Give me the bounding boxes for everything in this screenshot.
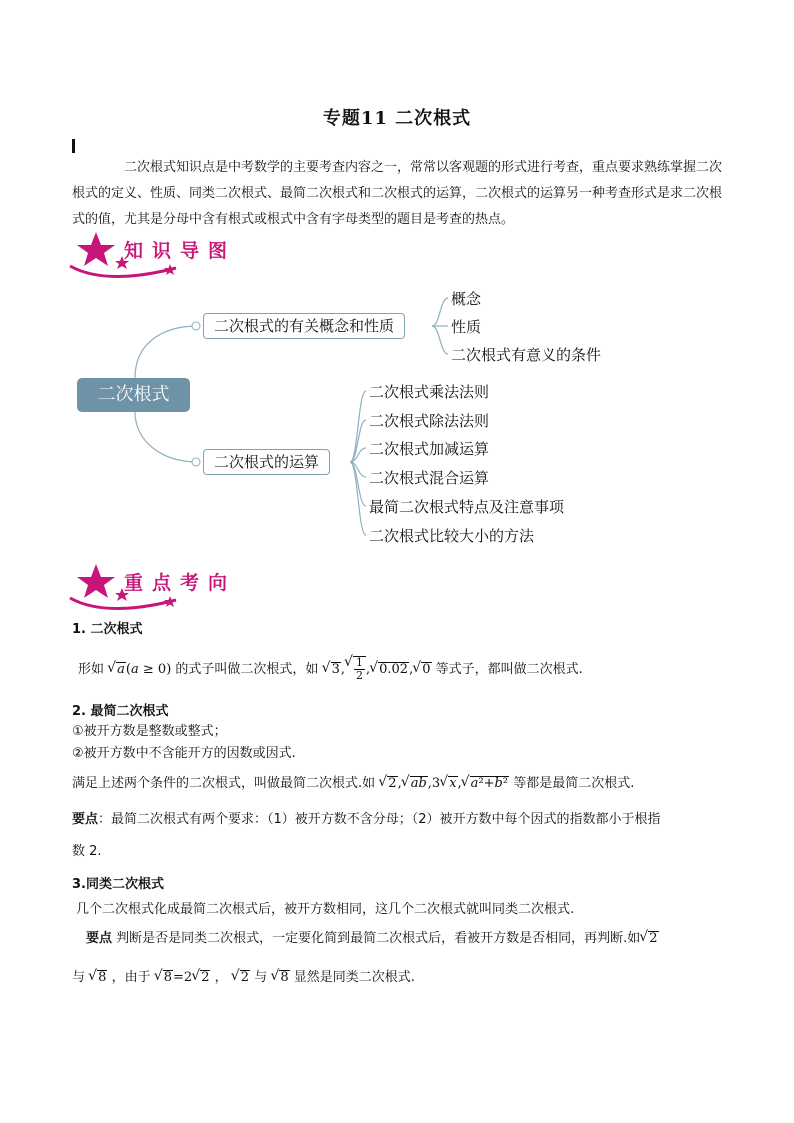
mindmap-leaf: 二次根式加减运算 [369, 440, 490, 458]
math-formula: √ a(a ≥ 0) [108, 662, 171, 677]
definition-line [78, 656, 583, 682]
text-span: 判断是否是同类二次根式，一定要化简到最简二次根式后，看被开方数是否相同，再判断.如 [112, 931, 641, 946]
mindmap-branch-operations: 二次根式的运算 [203, 449, 330, 475]
text-span: 显然是同类二次根式. [293, 970, 415, 985]
definition-line: 几个二次根式化成最简二次根式后，被开方数相同，这几个二次根式就叫同类二次根式. [76, 902, 575, 917]
mindmap-leaf: 二次根式有意义的条件 [451, 346, 602, 364]
math-formula: √ 8=2√ 2 [155, 970, 211, 985]
section-heading: 3.同类二次根式 [72, 877, 164, 892]
mindmap-root-node: 二次根式 [77, 378, 190, 412]
page-title: 专题11 二次根式 [322, 108, 472, 129]
math-formula: √ 8 [89, 970, 107, 985]
mindmap-leaf: 二次根式比较大小的方法 [369, 527, 535, 545]
note-line: 数 2. [72, 844, 102, 859]
text-span: ：最简二次根式有两个要求：（1）被开方数不含分母；（2）被开方数中每个因式的指数都小于根指 [98, 812, 661, 827]
list-item: ②被开方数中不含能开方的因数或因式. [72, 746, 296, 761]
note-label: 要点 [72, 812, 99, 827]
note-label: 要点 [86, 931, 113, 946]
math-formula: √ 8 [271, 970, 289, 985]
text-span: 满足上述两个条件的二次根式，叫做最简二次根式.如 [72, 776, 376, 791]
text-span: 与 [254, 970, 268, 985]
math-formula: √ 3, √ $\frac{1}{2}$ ,√ 0.02,√ 0 [323, 662, 432, 677]
section-banner-label: 知识导图 [124, 240, 237, 262]
mindmap-leaf: 二次根式混合运算 [369, 469, 490, 487]
text-span: ，由于 [111, 970, 151, 985]
mindmap-leaf: 二次根式除法法则 [369, 412, 490, 430]
text-span: 等式子，都叫做二次根式. [435, 662, 583, 677]
text-span: ， [214, 970, 228, 985]
mindmap-leaf: 性质 [451, 318, 482, 336]
note-line [72, 808, 661, 827]
mindmap-leaf: 二次根式乘法法则 [369, 383, 490, 401]
text-span: 形如 [78, 662, 105, 677]
math-formula: √ 2 [232, 970, 250, 985]
section-heading: 2. 最简二次根式 [72, 704, 169, 719]
mindmap-leaf: 最简二次根式特点及注意事项 [369, 498, 565, 516]
section-heading: 1. 二次根式 [72, 622, 143, 637]
section-banner-label: 重点考向 [124, 572, 237, 594]
mindmap-leaf: 概念 [451, 290, 482, 308]
mindmap-branch-concepts: 二次根式的有关概念和性质 [203, 313, 405, 339]
note-line: 要点 判断是否是同类二次根式，一定要化简到最简二次根式后，看被开方数是否相同，再判断.如√ 2 [86, 927, 659, 946]
section-banner-key-points [66, 560, 326, 616]
note-line [72, 966, 415, 985]
text-span: 与 [72, 970, 86, 985]
definition-line [72, 772, 634, 791]
math-formula: √ 2,√ ab,3√ x,√ a²+b² [379, 776, 509, 791]
text-span: 等都是最简二次根式. [513, 776, 635, 791]
intro-paragraph: 二次根式知识点是中考数学的主要考查内容之一，常常以客观题的形式进行考查，重点要求熟练掌握二次根式的定义、性质、同类二次根式、最简二次根式和二次根式的运算，二次根式的运算另一种考查形式是求二次根式的值，尤其是分母中含有根式或根式中含有字母类型的题目是考查的热点。 [72, 160, 723, 227]
text-span: 的式子叫做二次根式，如 [175, 662, 319, 677]
list-item: ①被开方数是整数或整式； [72, 724, 227, 739]
